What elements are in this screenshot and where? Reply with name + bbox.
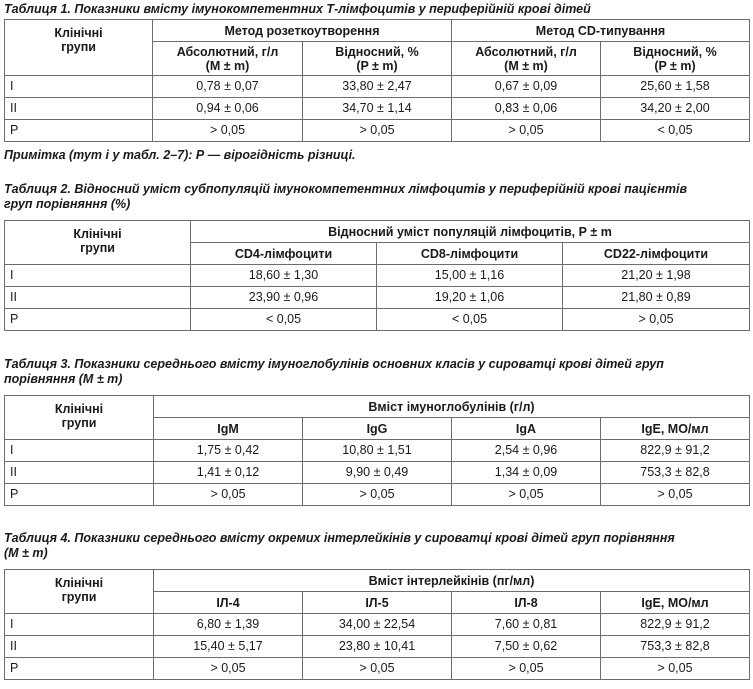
value-cell: > 0,05 bbox=[303, 120, 452, 142]
table-row bbox=[5, 484, 750, 506]
value-cell: 0,67 ± 0,09 bbox=[452, 76, 601, 98]
value-cell: 0,94 ± 0,06 bbox=[153, 98, 303, 120]
table2-main-header: Відносний уміст популяцій лімфоцитів, Р ± m bbox=[191, 221, 750, 243]
table1-subheader: Відносний, % (P ± m) bbox=[601, 42, 750, 76]
value-cell: > 0,05 bbox=[153, 120, 303, 142]
value-cell: 6,80 ± 1,39 bbox=[154, 614, 303, 636]
table1-caption: Таблиця 1. Показники вмісту імунокомпетентних Т-лімфоцитів у периферійній крові дітей bbox=[4, 2, 591, 16]
table2-caption: Таблиця 2. Відносний уміст субпопуляцій імунокомпетентних лімфоцитів у периферійній крові пацієнтів груп порівняння (%) bbox=[4, 182, 688, 211]
table3-subheader: IgG bbox=[303, 418, 452, 440]
value-cell: 1,41 ± 0,12 bbox=[154, 462, 303, 484]
table2-subheader: CD8-лімфоцити bbox=[377, 243, 563, 265]
value-cell: 34,20 ± 2,00 bbox=[601, 98, 750, 120]
table1-note: Примітка (тут і у табл. 2–7): Р — вірогідність різниці. bbox=[4, 148, 356, 162]
table4-main-header: Вміст інтерлейкінів (пг/мл) bbox=[154, 570, 750, 592]
table4 bbox=[4, 569, 750, 680]
value-cell: 23,80 ± 10,41 bbox=[303, 636, 452, 658]
group-cell: I bbox=[5, 440, 154, 462]
value-cell: 34,00 ± 22,54 bbox=[303, 614, 452, 636]
table2-subheader: CD4-лімфоцити bbox=[191, 243, 377, 265]
table4-subheader: IgE, МО/мл bbox=[601, 592, 750, 614]
group-cell: II bbox=[5, 287, 191, 309]
table2-groups-header: Клінічні групи bbox=[5, 221, 191, 265]
table-row bbox=[5, 440, 750, 462]
value-cell: 23,90 ± 0,96 bbox=[191, 287, 377, 309]
group-cell: II bbox=[5, 636, 154, 658]
table-row bbox=[5, 462, 750, 484]
group-cell: I bbox=[5, 76, 153, 98]
table-row bbox=[5, 265, 750, 287]
value-cell: 21,20 ± 1,98 bbox=[563, 265, 750, 287]
value-cell: 1,34 ± 0,09 bbox=[452, 462, 601, 484]
value-cell: 15,40 ± 5,17 bbox=[154, 636, 303, 658]
group-cell: I bbox=[5, 265, 191, 287]
table1-subheader: Абсолютний, г/л (M ± m) bbox=[452, 42, 601, 76]
value-cell: > 0,05 bbox=[601, 658, 750, 680]
group-cell: P bbox=[5, 120, 153, 142]
group-cell: P bbox=[5, 658, 154, 680]
value-cell: 9,90 ± 0,49 bbox=[303, 462, 452, 484]
value-cell: 34,70 ± 1,14 bbox=[303, 98, 452, 120]
value-cell: 753,3 ± 82,8 bbox=[601, 636, 750, 658]
value-cell: 822,9 ± 91,2 bbox=[601, 440, 750, 462]
value-cell: 7,50 ± 0,62 bbox=[452, 636, 601, 658]
value-cell: > 0,05 bbox=[601, 484, 750, 506]
value-cell: 33,80 ± 2,47 bbox=[303, 76, 452, 98]
value-cell: > 0,05 bbox=[452, 484, 601, 506]
value-cell: 7,60 ± 0,81 bbox=[452, 614, 601, 636]
value-cell: < 0,05 bbox=[191, 309, 377, 331]
group-cell: I bbox=[5, 614, 154, 636]
value-cell: > 0,05 bbox=[303, 658, 452, 680]
table3-subheader: IgM bbox=[154, 418, 303, 440]
group-cell: II bbox=[5, 462, 154, 484]
value-cell: 25,60 ± 1,58 bbox=[601, 76, 750, 98]
value-cell: < 0,05 bbox=[601, 120, 750, 142]
table1-groups-header: Клінічні групи bbox=[5, 20, 153, 76]
value-cell: > 0,05 bbox=[452, 120, 601, 142]
group-cell: P bbox=[5, 484, 154, 506]
value-cell: 822,9 ± 91,2 bbox=[601, 614, 750, 636]
value-cell: > 0,05 bbox=[452, 658, 601, 680]
value-cell: 21,80 ± 0,89 bbox=[563, 287, 750, 309]
value-cell: > 0,05 bbox=[154, 658, 303, 680]
value-cell: > 0,05 bbox=[303, 484, 452, 506]
table-row bbox=[5, 658, 750, 680]
value-cell: 1,75 ± 0,42 bbox=[154, 440, 303, 462]
table1 bbox=[4, 19, 750, 142]
group-cell: P bbox=[5, 309, 191, 331]
value-cell: 2,54 ± 0,96 bbox=[452, 440, 601, 462]
value-cell: 753,3 ± 82,8 bbox=[601, 462, 750, 484]
table-row bbox=[5, 98, 750, 120]
table4-groups-header: Клінічні групи bbox=[5, 570, 154, 614]
table3-caption: Таблиця 3. Показники середнього вмісту імуноглобулінів основних класів у сироватці крові дітей груп порівняння (М ± m) bbox=[4, 357, 664, 386]
table4-caption: Таблиця 4. Показники середнього вмісту окремих інтерлейкінів у сироватці крові дітей груп порівняння (М ± m) bbox=[4, 531, 675, 560]
table4-subheader: ІЛ-5 bbox=[303, 592, 452, 614]
value-cell: > 0,05 bbox=[154, 484, 303, 506]
table-row bbox=[5, 614, 750, 636]
table-row bbox=[5, 309, 750, 331]
table3-groups-header: Клінічні групи bbox=[5, 396, 154, 440]
table-row bbox=[5, 636, 750, 658]
table4-subheader: ІЛ-4 bbox=[154, 592, 303, 614]
value-cell: 18,60 ± 1,30 bbox=[191, 265, 377, 287]
document-page bbox=[4, 0, 749, 680]
table4-subheader: ІЛ-8 bbox=[452, 592, 601, 614]
table-row bbox=[5, 287, 750, 309]
value-cell: 0,83 ± 0,06 bbox=[452, 98, 601, 120]
table1-method-rosette: Метод розеткоутворення bbox=[153, 20, 452, 42]
table3 bbox=[4, 395, 750, 506]
table1-subheader: Абсолютний, г/л (M ± m) bbox=[153, 42, 303, 76]
value-cell: 10,80 ± 1,51 bbox=[303, 440, 452, 462]
value-cell: 0,78 ± 0,07 bbox=[153, 76, 303, 98]
value-cell: 15,00 ± 1,16 bbox=[377, 265, 563, 287]
table1-subheader: Відносний, % (P ± m) bbox=[303, 42, 452, 76]
table2-subheader: CD22-лімфоцити bbox=[563, 243, 750, 265]
value-cell: < 0,05 bbox=[377, 309, 563, 331]
table3-subheader: IgA bbox=[452, 418, 601, 440]
table1-method-cd: Метод CD-типування bbox=[452, 20, 750, 42]
value-cell: > 0,05 bbox=[563, 309, 750, 331]
table-row bbox=[5, 120, 750, 142]
table2 bbox=[4, 220, 750, 331]
table3-subheader: IgE, МО/мл bbox=[601, 418, 750, 440]
table-row bbox=[5, 76, 750, 98]
value-cell: 19,20 ± 1,06 bbox=[377, 287, 563, 309]
table3-main-header: Вміст імуноглобулінів (г/л) bbox=[154, 396, 750, 418]
group-cell: II bbox=[5, 98, 153, 120]
